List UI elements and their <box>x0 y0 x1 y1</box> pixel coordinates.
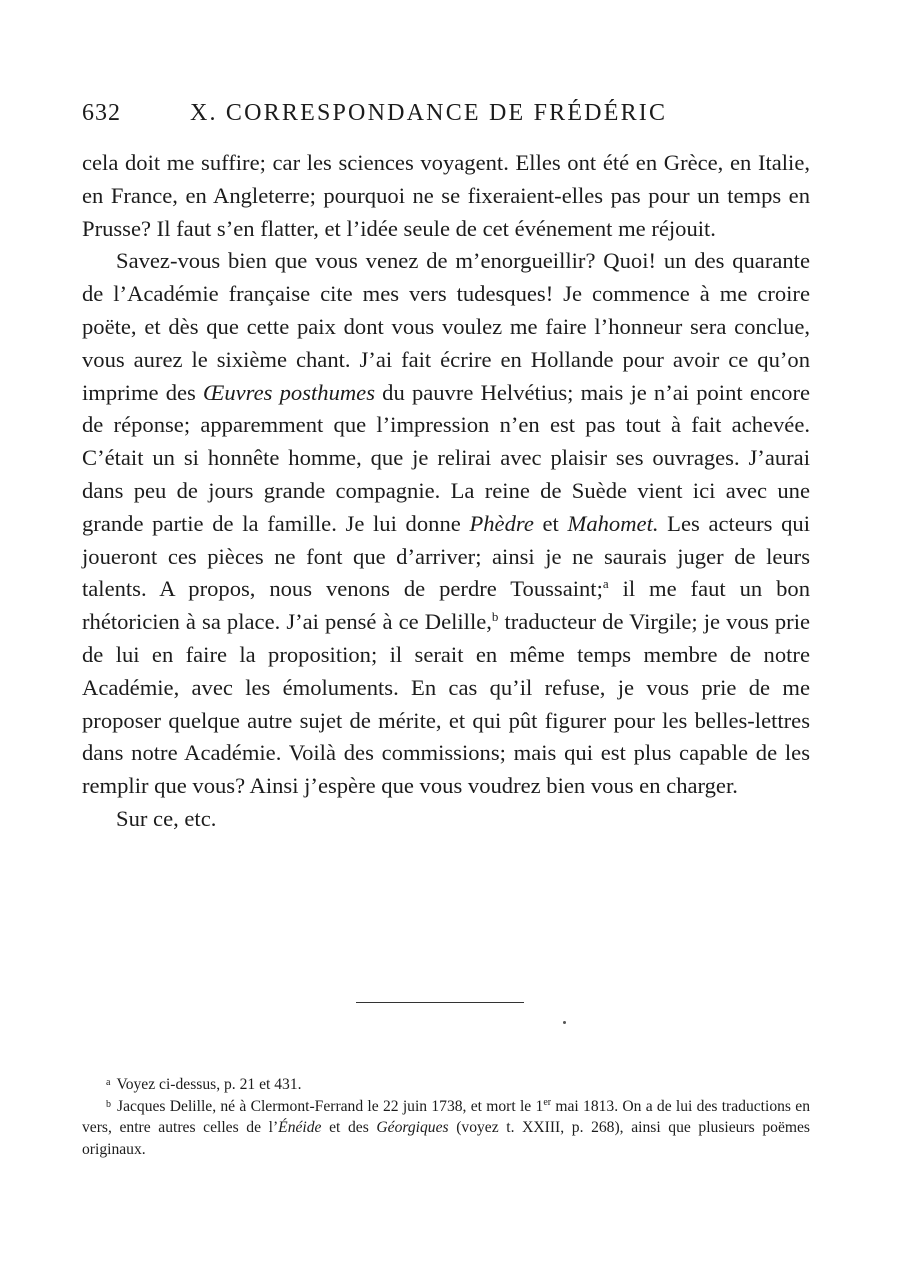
title-phedre: Phèdre <box>469 510 534 536</box>
title-mahomet: Mahomet. <box>567 510 659 536</box>
page-content <box>82 100 810 836</box>
section-divider <box>356 1002 524 1003</box>
footnote-a <box>82 1074 810 1096</box>
p2-text-e: il me faut un bon rhétoricien à sa place. J’ai pensé à ce Delille, <box>82 576 810 635</box>
title-eneide: Énéide <box>278 1119 322 1136</box>
footnote-b-text-2: mai 1813. On a de lui des traductions en vers, entre autres celles de l’ <box>82 1097 810 1136</box>
paragraph-3: Sur ce, etc. <box>116 805 217 831</box>
print-speck <box>563 1021 566 1024</box>
p2-text-a: Savez-vous bien que vous venez de m’enorgueillir? Quoi! un des quarante de l’Académie française cite mes vers tudesques! Je commence à me croire poëte, et dès que cette paix dont vous voulez me faire l’honneur sera conclue, vous aurez le sixième chant. J’ai fait écrire en Hollande pour avoir ce qu’on imprime des <box>82 248 810 405</box>
paragraph-1: cela doit me suffire; car les sciences voyagent. Elles ont été en Grèce, en Italie, en France, en Angleterre; pourquoi ne se fixeraient-elles pas pour un temps en Prusse? Il faut s’en flatter, et l’idée seule de cet événement me réjouit. <box>82 150 810 241</box>
footnote-ref-b: b <box>491 609 499 625</box>
footnote-b-mark: b <box>106 1098 111 1110</box>
p2-text-d: Les acteurs qui joueront ces pièces ne font que d’arriver; ainsi je ne saurais juger de leurs talents. A propos, nous venons de perdre Toussaint; <box>82 510 810 602</box>
footnote-b-ordinal: er <box>543 1096 552 1108</box>
footnotes <box>82 1074 810 1160</box>
page-number: 632 <box>82 100 121 126</box>
footnote-b-text-4: (voyez t. XXIII, p. 268), ainsi que plusieurs poëmes originaux. <box>82 1119 810 1158</box>
p2-text-f: traducteur de Virgile; je vous prie de lui en faire la proposition; il serait en même temps membre de notre Académie, avec les émoluments. En cas qu’il refuse, je vous prie de me proposer quelque autre sujet de mérite, et qui pût figurer pour les belles-lettres dans notre Académie. Voilà des commissions; mais qui est plus capable de les remplir que vous? Ainsi j’espère que vous voudrez bien vous en charger. <box>82 609 811 799</box>
footnote-b-text-1: Jacques Delille, né à Clermont-Ferrand le 22 juin 1738, et mort le 1 <box>117 1097 544 1115</box>
paragraph-2 <box>82 245 810 803</box>
letter-body <box>82 147 810 836</box>
footnote-ref-a: a <box>602 576 609 592</box>
p2-text-c: et <box>533 510 568 536</box>
running-head <box>82 100 810 136</box>
title-oeuvres-posthumes: Œuvres posthumes <box>203 379 376 405</box>
footnote-a-mark: a <box>106 1077 111 1088</box>
p2-text-b: du pauvre Helvétius; mais je n’ai point encore de réponse; apparemment que l’impression n’en est pas tout à fait achevée. C’était un si honnête homme, que je relirai avec plaisir ses ouvrages. J’aurai dans peu de jours grande compagnie. La reine de Suède vient ici avec une grande partie de la famille. Je lui donne <box>82 379 811 536</box>
footnote-a-text: Voyez ci-dessus, p. 21 et 431. <box>116 1076 302 1093</box>
running-title: X. CORRESPONDANCE DE FRÉDÉRIC <box>190 100 668 126</box>
footnote-b-text-3: et des <box>321 1119 377 1136</box>
title-georgiques: Géorgiques <box>376 1119 449 1136</box>
footnote-b <box>82 1096 810 1161</box>
